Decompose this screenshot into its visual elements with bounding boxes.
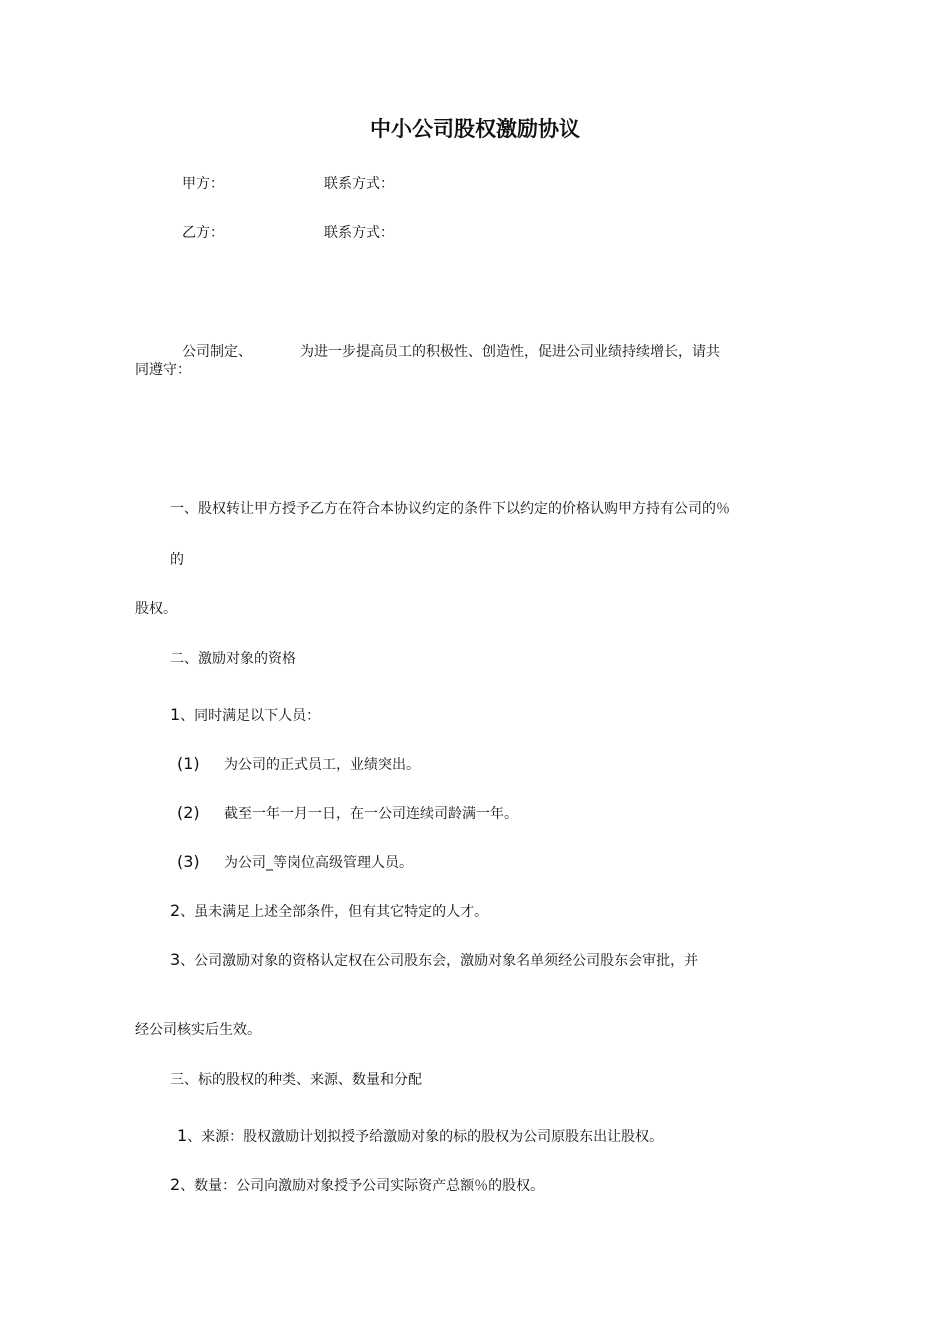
intro-part1: 公司制定、 — [182, 344, 252, 360]
section2-item3-number: 3 — [170, 950, 181, 969]
section2-item2-text: 、虽未满足上述全部条件，但有其它特定的人才。 — [180, 904, 489, 920]
section2-sub2-number: (2) — [177, 803, 200, 822]
section3-item2 — [170, 1176, 544, 1195]
section2-sub3-text: 为公司_等岗位高级管理人员。 — [224, 855, 413, 871]
intro-part2: 为进一步提高员工的积极性、创造性，促进公司业绩持续增长，请共 — [300, 344, 720, 360]
section2-item1-text: 、同时满足以下人员： — [180, 708, 321, 724]
section2-item1 — [170, 706, 320, 725]
party-a-label: 甲方： — [182, 176, 224, 192]
section2-item3-text: 、公司激励对象的资格认定权在公司股东会，激励对象名单须经公司股东会审批，并 — [180, 953, 699, 969]
section3-item2-text: 、数量：公司向激励对象授予公司实际资产总额％的股权。 — [180, 1178, 545, 1194]
section3-item1-text: 、来源：股权激励计划拟授予给激励对象的标的股权为公司原股东出让股权。 — [187, 1129, 664, 1145]
section1-line1: 一、股权转让甲方授予乙方在符合本协议约定的条件下以约定的价格认购甲方持有公司的％ — [170, 501, 730, 517]
section2-item1-number: 1 — [170, 705, 181, 724]
document-title: 中小公司股权激励协议 — [370, 117, 580, 141]
section3-item1-number: 1 — [177, 1126, 188, 1145]
party-b-label: 乙方： — [182, 225, 224, 241]
section2-item2 — [170, 902, 488, 921]
section2-sub1-text: 为公司的正式员工，业绩突出。 — [224, 757, 420, 773]
party-b-contact-label: 联系方式： — [324, 225, 394, 241]
section2-sub1-number: (1) — [177, 754, 200, 773]
section1-line2: 的 — [170, 552, 184, 568]
section3-item1 — [177, 1127, 663, 1146]
section2-sub2-text: 截至一年一月一日，在一公司连续司龄满一年。 — [224, 806, 518, 822]
section2-sub3-number: (3) — [177, 852, 200, 871]
section2-item3-continuation: 经公司核实后生效。 — [135, 1022, 261, 1038]
section2-item2-number: 2 — [170, 901, 181, 920]
party-a-contact-label: 联系方式： — [324, 176, 394, 192]
section2-item3 — [170, 951, 698, 970]
section1-line3: 股权。 — [135, 601, 177, 617]
section3-item2-number: 2 — [170, 1175, 181, 1194]
section3-heading: 三、标的股权的种类、来源、数量和分配 — [170, 1072, 422, 1088]
section2-heading: 二、激励对象的资格 — [170, 651, 296, 667]
intro-line2: 同遵守： — [135, 362, 191, 378]
